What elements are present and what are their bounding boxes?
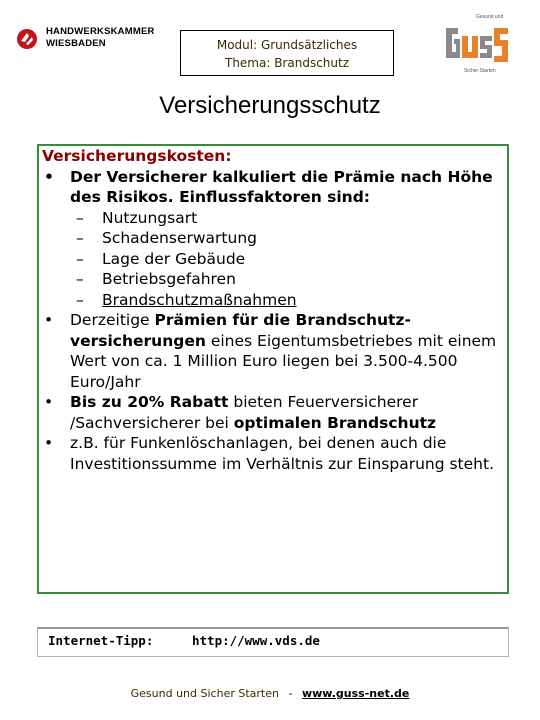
module-label: Modul: Grundsätzliches <box>216 38 358 52</box>
dash-icon: – <box>76 290 84 309</box>
bullet-icon: • <box>44 167 54 186</box>
hwk-logo <box>16 26 166 56</box>
bullet-icon: • <box>44 393 54 411</box>
module-box <box>180 30 394 76</box>
hwk-name-line2: WIESBADEN <box>46 38 106 49</box>
hwk-name <box>46 26 155 50</box>
guss-tag-bottom: Sicher Starten <box>464 68 496 74</box>
sub-item-text: Betriebsgefahren <box>102 270 236 288</box>
bullet-item <box>42 167 512 208</box>
bullet-text: eines Eigentumsbetriebes mit einem Wert von ca. 1 Million Euro liegen bei 3.500-4.500 Euro/Jahr <box>70 331 497 391</box>
hwk-emblem-icon <box>16 28 38 50</box>
sub-item-text: Brandschutzmaßnahmen <box>102 290 297 309</box>
sub-item-text: Schadenserwartung <box>102 229 257 247</box>
sub-item <box>42 249 512 270</box>
topic-label: Thema: Brandschutz <box>224 56 350 70</box>
bullet-item <box>42 392 512 433</box>
sub-item-text: Lage der Gebäude <box>102 249 246 268</box>
footer-site-link[interactable]: www.guss-net.de <box>301 687 410 700</box>
bullet-icon: • <box>44 311 54 329</box>
sub-item <box>42 208 512 229</box>
internet-tip-label: Internet-Tipp: <box>48 633 154 648</box>
sub-item-text: Nutzungsart <box>102 208 198 227</box>
section-heading: Versicherungskosten: <box>42 147 232 165</box>
content-body <box>42 146 512 474</box>
page-title: Versicherungsschutz <box>159 92 381 119</box>
dash-icon: – <box>76 208 84 227</box>
footer-separator: - <box>288 687 293 700</box>
bullet-item <box>42 310 512 392</box>
bullet-emphasis: optimalen Brandschutz <box>233 413 437 432</box>
dash-icon: – <box>76 270 84 288</box>
bullet-emphasis: Bis zu 20% Rabatt <box>70 393 229 411</box>
bullet-icon: • <box>44 434 54 452</box>
sub-item <box>42 290 512 311</box>
guss-tag-top: Gesund und <box>476 14 504 20</box>
footer-slogan: Gesund und Sicher Starten <box>130 687 279 700</box>
sub-item <box>42 269 512 290</box>
bullet-text: Derzeitige <box>70 311 155 329</box>
hwk-name-line1: HANDWERKSKAMMER <box>46 26 155 37</box>
bullet-emphasis: Prämien für die Brandschutz-versicherungen <box>70 311 411 350</box>
guss-logo <box>440 14 520 76</box>
internet-tip-link[interactable]: http://www.vds.de <box>192 633 320 648</box>
dash-icon: – <box>76 249 84 268</box>
dash-icon: – <box>76 229 84 247</box>
bullet-text: Der Versicherer kalkuliert die Prämie nach Höhe des Risikos. Einflussfaktoren sind: <box>70 167 493 206</box>
sub-item <box>42 228 512 249</box>
bullet-text: bieten Feuerversicherer /Sachversicherer bei <box>70 393 419 432</box>
guss-wordmark-icon <box>444 22 514 66</box>
bullet-item <box>42 433 512 474</box>
footer <box>0 687 540 700</box>
bullet-text: z.B. für Funkenlöschanlagen, bei denen auch die Investitionssumme im Verhältnis zur Einsparung steht. <box>70 434 494 473</box>
